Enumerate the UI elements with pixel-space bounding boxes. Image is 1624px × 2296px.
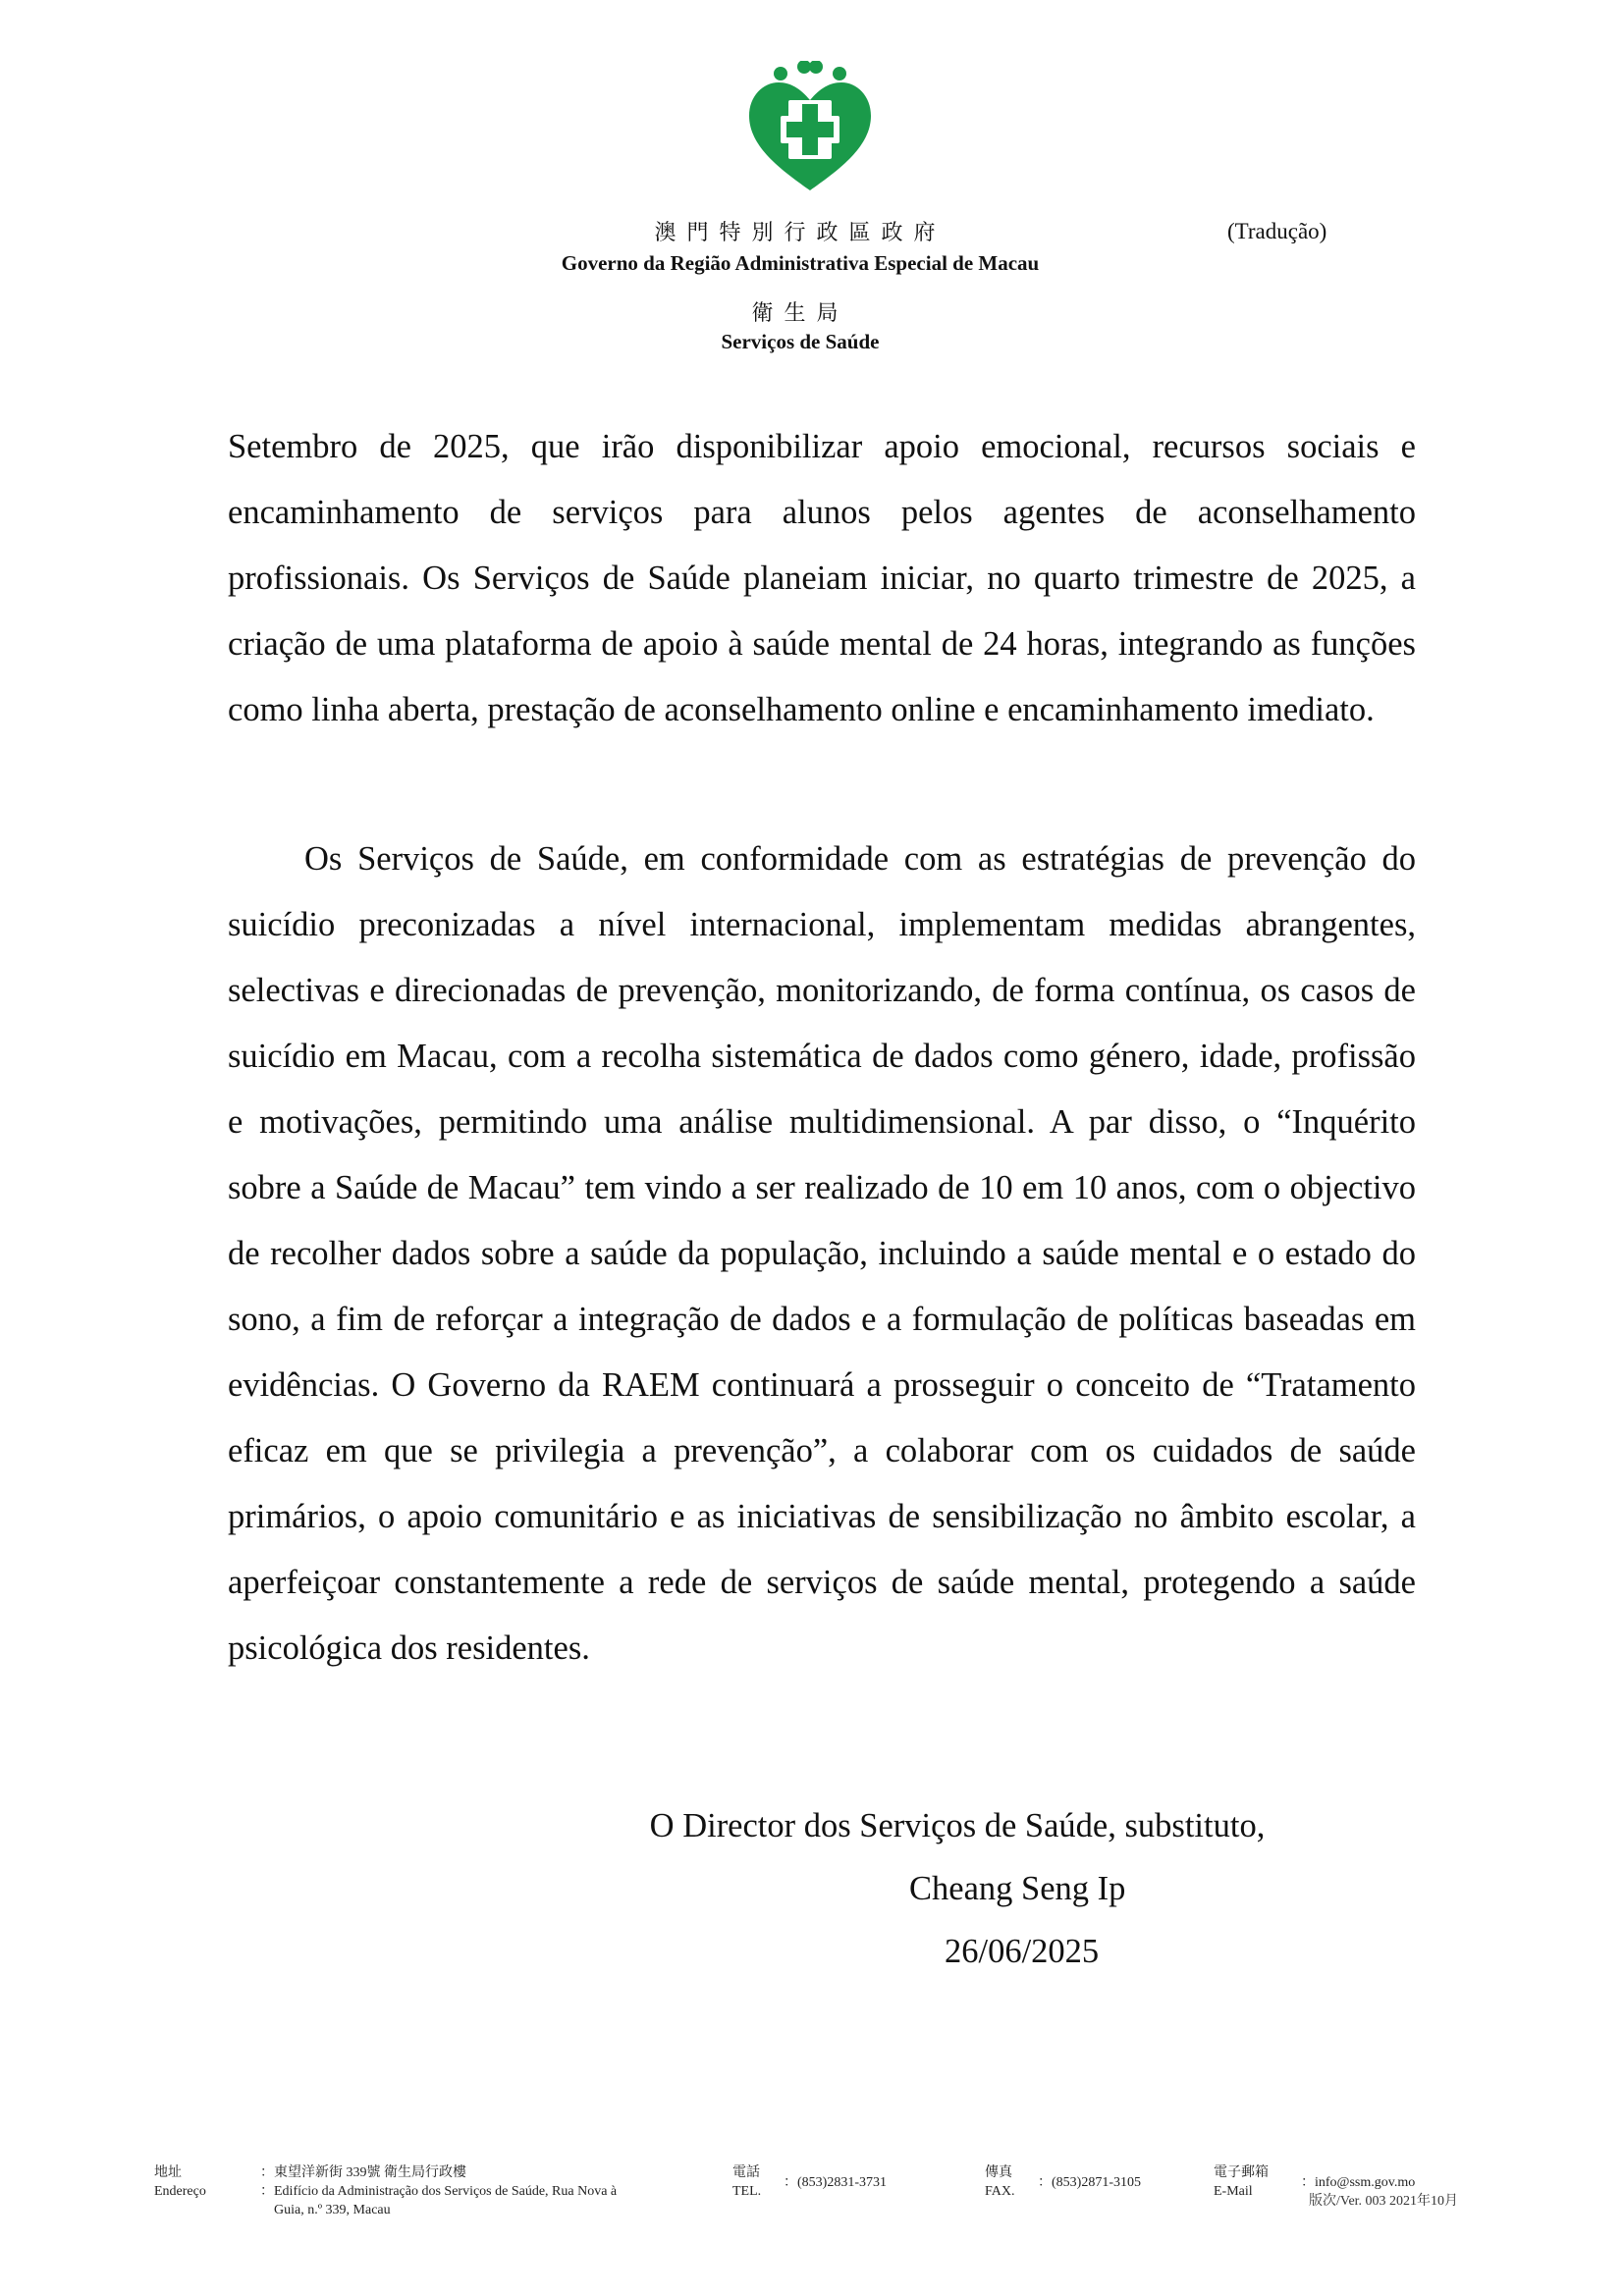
email-address: ：info@ssm.gov.mo	[1301, 2175, 1416, 2190]
document-version: 版次/Ver. 003 2021年10月	[1309, 2194, 1459, 2209]
body-paragraph-1: Setembro de 2025, que irão disponibilizar apoio emocional, recursos sociais e encaminhamento de serviços para alunos pelos agentes de aconselhamento profissionais. Os Serviços de Saúde planeiam iniciar, no quarto trimestre de 2025, a criação de uma plataforma de apoio à saúde mental de 24 horas, integrando as funções como linha aberta, prestação de aconselhamento online e encaminhamento imediato.	[228, 428, 1416, 728]
fax-label-zh: 傳真	[985, 2165, 1012, 2180]
department-name-chinese: 衛生局	[751, 300, 849, 325]
address-label-zh: 地址	[154, 2165, 182, 2180]
address-zh: ：東望洋新街 339號 衛生局行政樓	[260, 2165, 466, 2180]
email-label	[1214, 2163, 1269, 2201]
tel-label	[732, 2163, 761, 2201]
government-name-chinese: 澳門特別行政區政府	[654, 220, 947, 244]
body-paragraph-2: Os Serviços de Saúde, em conformidade com as estratégias de prevenção do suicídio preconizadas a nível internacional, implementam medidas abrangentes, selectivas e direcionadas de prevenção, monitorizando, de forma contínua, os casos de suicídio em Macau, com a recolha sistemática de dados como género, idade, profissão e motivações, permitindo uma análise multidimensional. A par disso, o “Inquérito sobre a Saúde de Macau” tem vindo a ser realizado de 10 em 10 anos, com o objectivo de recolher dados sobre a saúde da população, incluindo a saúde mental e o estado do sono, a fim de reforçar a integração de dados e a formulação de políticas baseadas em evidências. O Governo da RAEM continuará a prosseguir o conceito de “Tratamento eficaz em que se privilegia a prevenção”, a colaborar com os cuidados de saúde primários, o apoio comunitário e as iniciativas de sensibilização no âmbito escolar, a aperfeiçoar constantemente a rede de serviços de saúde mental, protegendo a saúde psicológica dos residentes.	[228, 840, 1416, 1667]
email-label-zh: 電子郵箱	[1214, 2165, 1269, 2180]
email-label-pt: E-Mail	[1214, 2184, 1253, 2199]
tel-label-zh: 電話	[732, 2165, 760, 2180]
government-name-portuguese: Governo da Região Administrativa Especial de Macau	[561, 251, 1040, 275]
fax-label-pt: FAX.	[985, 2184, 1015, 2199]
address-pt-line-1: ：Edifício da Administração dos Serviços de Saúde, Rua Nova à	[260, 2184, 618, 2199]
fax-number: ：(853)2871-3105	[1038, 2175, 1141, 2190]
signatory-name: Cheang Seng Ip	[909, 1870, 1126, 1907]
address-label	[154, 2163, 206, 2201]
tel-number: ：(853)2831-3731	[784, 2175, 887, 2190]
address-label-pt: Endereço	[154, 2184, 206, 2199]
signature-date: 26/06/2025	[945, 1933, 1100, 1970]
health-services-logo	[743, 61, 877, 194]
address-value	[260, 2163, 712, 2219]
signatory-title: O Director dos Serviços de Saúde, substituto,	[649, 1807, 1266, 1844]
fax-label	[985, 2163, 1014, 2201]
tel-label-pt: TEL.	[732, 2184, 762, 2199]
department-name-portuguese: Serviços de Saúde	[721, 330, 880, 353]
translation-tag: (Tradução)	[1227, 219, 1327, 243]
address-pt-line-2: Guia, n.º 339, Macau	[274, 2203, 391, 2217]
